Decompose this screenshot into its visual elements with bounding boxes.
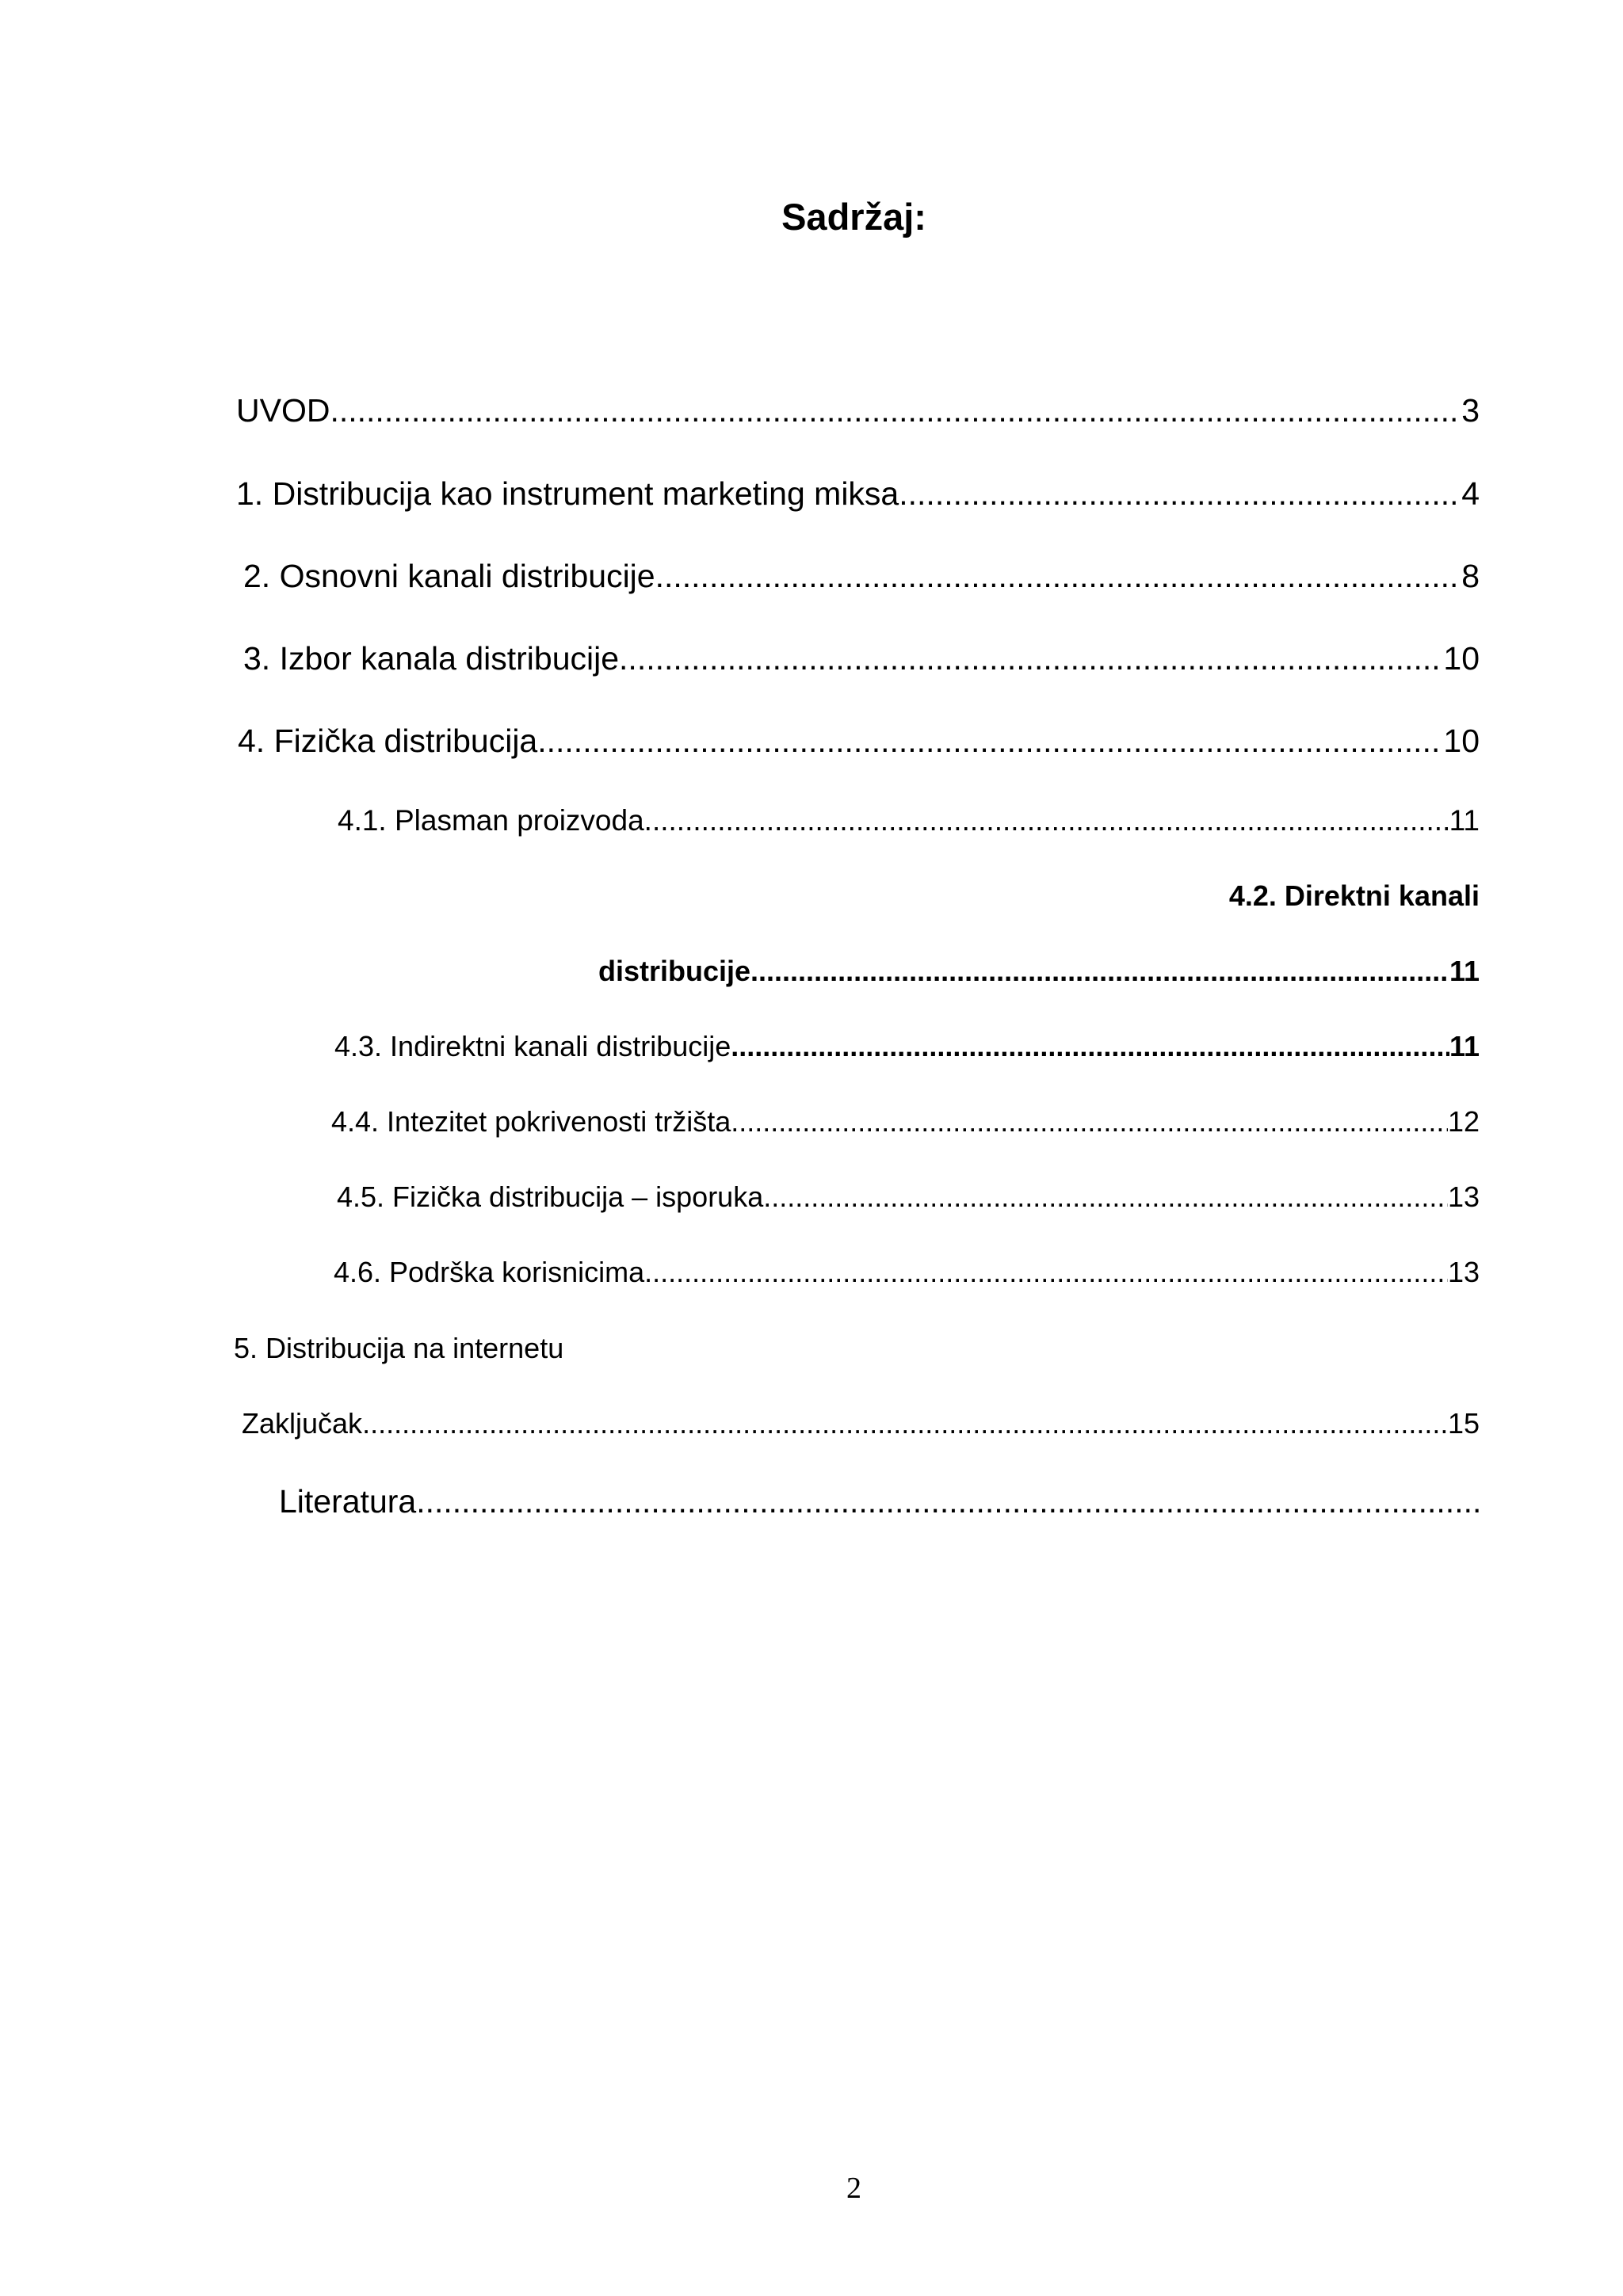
toc-entry-3[interactable] bbox=[243, 636, 1480, 681]
dot-leader bbox=[362, 1404, 1448, 1444]
toc-entry-4[interactable] bbox=[238, 719, 1480, 763]
toc-entry-zakljucak[interactable] bbox=[242, 1404, 1480, 1444]
toc-page-number: 3 bbox=[1461, 392, 1480, 429]
toc-entry-1[interactable] bbox=[236, 471, 1480, 516]
toc-page-number: 10 bbox=[1443, 723, 1480, 759]
toc-entry-label: Literatura bbox=[279, 1483, 417, 1520]
toc-entry-label: 2. Osnovni kanali distribucije bbox=[243, 558, 655, 594]
toc-entry-4-5[interactable] bbox=[337, 1177, 1480, 1217]
toc-entry-label: 4.1. Plasman proizvoda bbox=[338, 804, 644, 837]
toc-entry-4-3[interactable] bbox=[334, 1027, 1480, 1066]
dot-leader bbox=[330, 388, 1461, 433]
dot-leader bbox=[763, 1177, 1448, 1217]
dot-leader bbox=[731, 1102, 1448, 1142]
toc-page-number: 11 bbox=[1449, 1030, 1480, 1062]
toc-page-number: 4 bbox=[1461, 475, 1480, 512]
toc-page-number: 10 bbox=[1443, 640, 1480, 677]
toc-entry-label: 1. Distribucija kao instrument marketing miksa bbox=[236, 475, 899, 512]
toc-entry-label: Zaključak bbox=[242, 1407, 363, 1440]
toc-entry-4-4[interactable] bbox=[331, 1102, 1480, 1142]
dot-leader bbox=[750, 952, 1449, 991]
toc-page-number: 15 bbox=[1447, 1407, 1480, 1440]
toc-entry-4-6[interactable] bbox=[334, 1253, 1480, 1292]
dot-leader bbox=[655, 554, 1462, 598]
toc-entry-4-1[interactable] bbox=[338, 801, 1480, 841]
toc-entry-label: 4.3. Indirektni kanali distribucije bbox=[334, 1030, 731, 1062]
toc-entry-literatura[interactable] bbox=[279, 1479, 1480, 1524]
toc-entry-label: 4. Fizička distribucija bbox=[238, 723, 538, 759]
toc-entry-label: UVOD bbox=[236, 392, 330, 429]
toc-entry-label: distribucije bbox=[598, 955, 751, 987]
toc-entry-label: 3. Izbor kanala distribucije bbox=[243, 640, 620, 677]
toc-page-number: 13 bbox=[1447, 1256, 1480, 1288]
toc-entry-4-2-line1[interactable]: 4.2. Direktni kanali bbox=[1228, 879, 1480, 912]
toc-page-number: 13 bbox=[1447, 1180, 1480, 1213]
toc-page-number: 11 bbox=[1449, 804, 1480, 837]
toc-entry-label: 4.6. Podrška korisnicima bbox=[334, 1256, 645, 1288]
toc-page-number: 8 bbox=[1461, 558, 1480, 594]
dot-leader bbox=[644, 1253, 1448, 1292]
dot-leader bbox=[731, 1027, 1449, 1066]
toc-entry-label: 4.5. Fizička distribucija – isporuka bbox=[337, 1180, 764, 1213]
dot-leader bbox=[619, 636, 1443, 681]
page-title: Sadržaj: bbox=[781, 196, 926, 238]
dot-leader bbox=[416, 1479, 1480, 1524]
toc-page-number: 12 bbox=[1447, 1105, 1480, 1138]
dot-leader bbox=[537, 719, 1443, 763]
dot-leader bbox=[899, 471, 1461, 516]
toc-page-number: 11 bbox=[1449, 955, 1480, 987]
page-number: 2 bbox=[846, 2172, 861, 2205]
dot-leader bbox=[644, 801, 1449, 841]
toc-entry-4-2[interactable] bbox=[598, 952, 1480, 991]
toc-entry-2[interactable] bbox=[243, 554, 1480, 598]
toc-entry-uvod[interactable] bbox=[236, 388, 1480, 433]
toc-entry-label: 4.4. Intezitet pokrivenosti tržišta bbox=[331, 1105, 731, 1138]
toc-entry-5[interactable]: 5. Distribucija na internetu bbox=[234, 1332, 564, 1364]
